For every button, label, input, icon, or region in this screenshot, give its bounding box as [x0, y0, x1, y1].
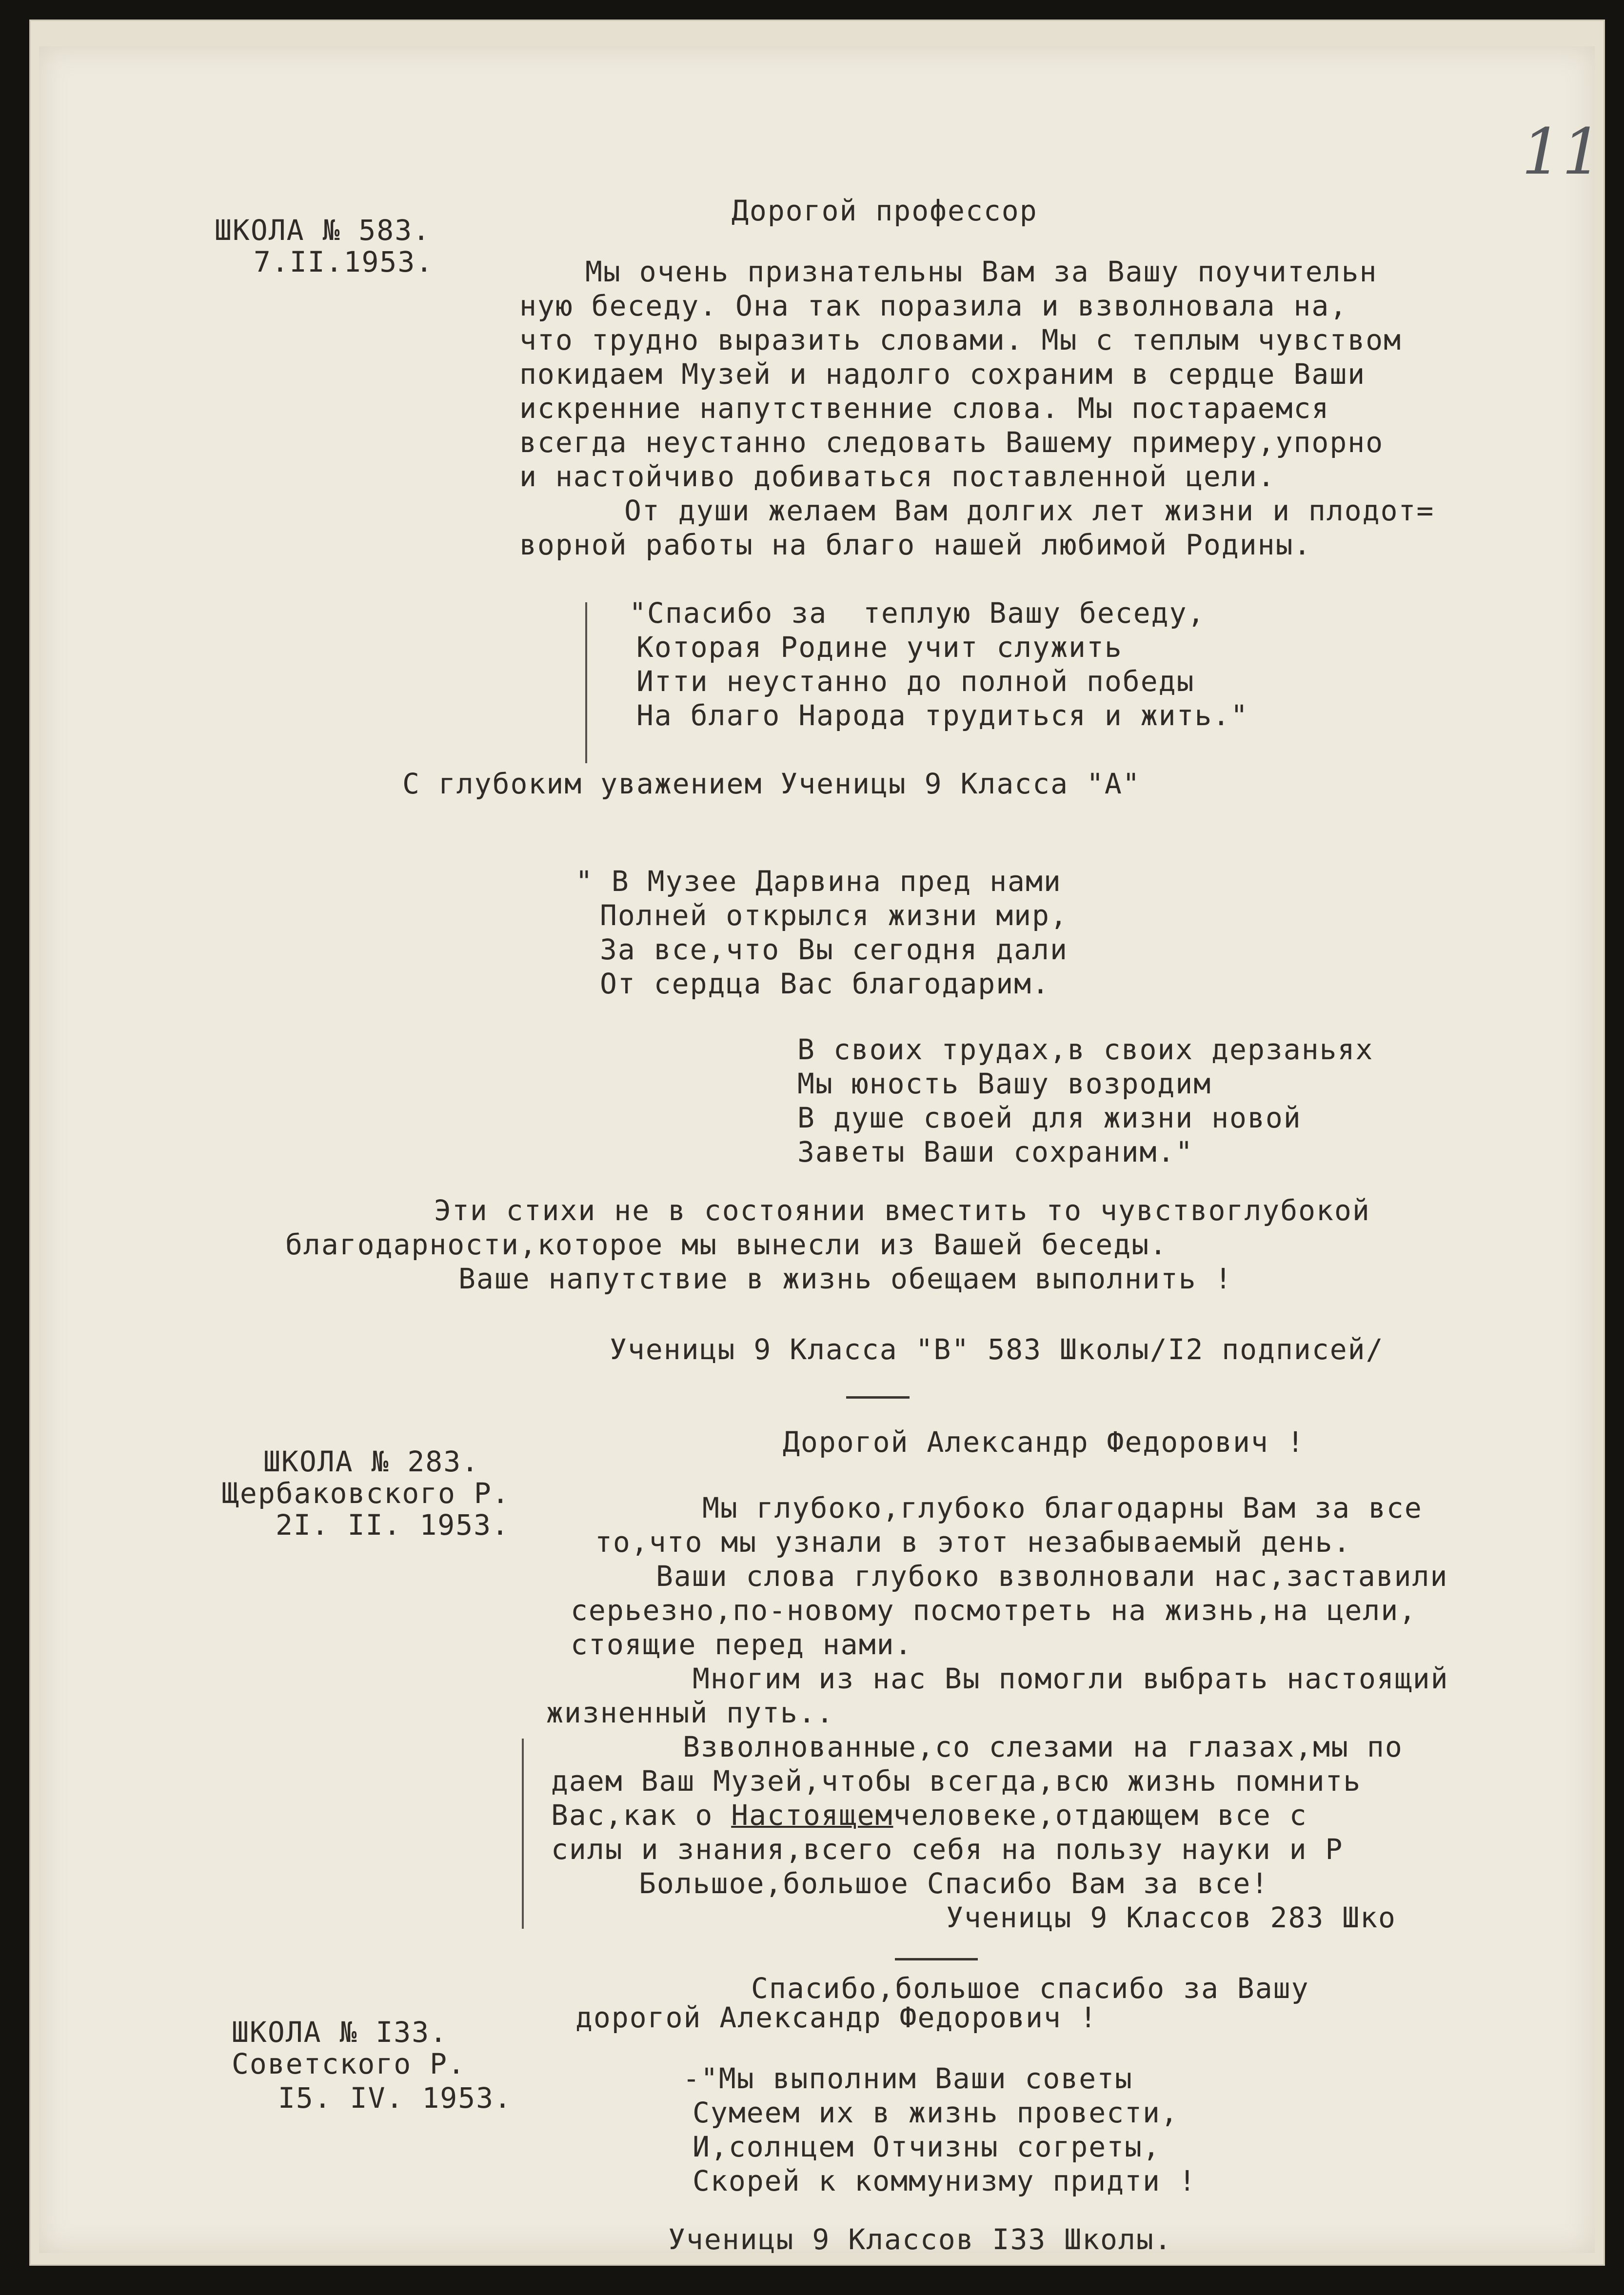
- block2-poem-line: От сердца Вас благодарим.: [600, 967, 1050, 1000]
- block3-header-date: 2I. II. 1953.: [276, 1508, 510, 1542]
- block1-header-school: ШКОЛА № 583.: [215, 214, 431, 247]
- block3-salutation: Дорогой Александр Федорович !: [783, 1425, 1305, 1459]
- section-divider: [846, 1396, 910, 1399]
- block2-body-line: Ваше напутствие в жизнь обещаем выполнить !: [458, 1262, 1233, 1295]
- block3-body-line: жизненный путь..: [546, 1696, 834, 1729]
- block4-header-school: ШКОЛА № I33.: [232, 2016, 448, 2049]
- block4-poem-line: И,солнцем Отчизны согреты,: [693, 2130, 1161, 2163]
- block4-poem-line: Скорей к коммунизму придти !: [693, 2164, 1197, 2197]
- block2-body-line: благодарности,которое мы вынесли из Вашей беседы.: [285, 1228, 1168, 1261]
- block1-body-line: покидаем Музей и надолго сохраним в сердце Ваши: [519, 357, 1366, 391]
- block3-body-line: Взволнованные,со слезами на глазах,мы по: [683, 1730, 1403, 1763]
- block1-body-line: ную беседу. Она так поразила и взволновала на,: [519, 289, 1348, 322]
- block1-body-line: и настойчиво добиваться поставленной цели.: [519, 460, 1276, 493]
- block1-body-line: Мы очень признательны Вам за Вашу поучительн: [585, 255, 1378, 288]
- block2-signature: Ученицы 9 Класса "В" 583 Школы/I2 подписей/: [610, 1333, 1384, 1366]
- block4-poem-line: -"Мы выполним Ваши советы: [683, 2062, 1133, 2095]
- block4-header-date: I5. IV. 1953.: [278, 2081, 512, 2115]
- block2-poem-line: В своих трудах,в своих дерзаньях: [797, 1033, 1374, 1066]
- block2-poem-line: " В Музее Дарвина пред нами: [575, 865, 1062, 898]
- block1-body-line: искренние напутственние слова. Мы постараемся: [519, 392, 1330, 425]
- body-text-prefix: Вас,как о: [551, 1799, 732, 1832]
- block1-poem-line: "Спасибо за теплую Вашу беседу,: [629, 596, 1206, 630]
- block2-poem-line: За все,что Вы сегодня дали: [600, 933, 1068, 966]
- block4-poem-line: Сумеем их в жизнь провести,: [693, 2096, 1179, 2129]
- block1-body-line: От души желаем Вам долгих лет жизни и плодот=: [624, 494, 1435, 527]
- block1-header-date: 7.II.1953.: [254, 245, 434, 278]
- block3-header-school: ШКОЛА № 283.: [263, 1445, 480, 1478]
- block4-header-district: Советского Р.: [232, 2047, 466, 2080]
- block1-body-line: что трудно выразить словами. Мы с теплым чувством: [519, 323, 1402, 356]
- block3-body-line: то,что мы узнали в этот незабываемый день.: [595, 1525, 1351, 1559]
- block2-poem-line: В душе своей для жизни новой: [797, 1101, 1302, 1134]
- section-divider: [895, 1958, 978, 1960]
- block1-poem-line: Которая Родине учит служить: [636, 631, 1123, 664]
- block4-salutation: дорогой Александр Федорович !: [575, 2001, 1098, 2034]
- block4-intro: Спасибо,большое спасибо за Вашу: [751, 1972, 1309, 2005]
- block2-poem-line: Заветы Ваши сохраним.": [797, 1135, 1194, 1168]
- block3-body-line: стоящие перед нами.: [571, 1628, 913, 1661]
- body-text-suffix: человеке,отдающем все с: [893, 1799, 1307, 1832]
- block1-signature: С глубоким уважением Ученицы 9 Класса "А": [402, 767, 1141, 800]
- block3-body-line: даем Ваш Музей,чтобы всегда,всю жизнь помнить: [551, 1764, 1362, 1798]
- block3-body-line: Большое,большое Спасибо Вам за все!: [639, 1867, 1269, 1900]
- block1-body-line: ворной работы на благо нашей любимой Родины.: [519, 528, 1312, 561]
- block4-signature: Ученицы 9 Классов I33 Школы.: [668, 2223, 1172, 2256]
- block3-body-line: Мы глубоко,глубоко благодарны Вам за все: [702, 1491, 1423, 1524]
- underlined-word: Настоящем: [731, 1799, 893, 1832]
- block1-salutation: Дорогой профессор: [732, 194, 1038, 227]
- block3-body-line: серьезно,по-новому посмотреть на жизнь,на цели,: [571, 1594, 1417, 1627]
- block3-body-line: Ваши слова глубоко взволновали нас,заставили: [656, 1560, 1448, 1593]
- block1-body-line: всегда неустанно следовать Вашему примеру,упорно: [519, 426, 1384, 459]
- block2-body-line: Эти стихи не в состоянии вместить то чувствоглубокой: [434, 1194, 1370, 1227]
- document-page: [39, 46, 1603, 2256]
- block3-header-district: Щербаковского Р.: [222, 1477, 510, 1510]
- page-number: 11: [1522, 115, 1603, 189]
- block3-body-line-underlined: [551, 1800, 1307, 1831]
- block3-body-line: силы и знания,всего себя на пользу науки и Р: [551, 1833, 1344, 1866]
- margin-mark: [522, 1739, 524, 1929]
- block2-poem-line: Мы юность Вашу возродим: [797, 1067, 1212, 1100]
- block1-poem-line: Итти неустанно до полной победы: [636, 665, 1195, 698]
- block3-signature: Ученицы 9 Классов 283 Шко: [946, 1901, 1396, 1934]
- margin-mark: [585, 602, 587, 763]
- block3-body-line: Многим из нас Вы помогли выбрать настоящий: [693, 1662, 1449, 1695]
- block2-poem-line: Полней открылся жизни мир,: [600, 899, 1068, 932]
- block1-poem-line: На благо Народа трудиться и жить.": [636, 699, 1249, 732]
